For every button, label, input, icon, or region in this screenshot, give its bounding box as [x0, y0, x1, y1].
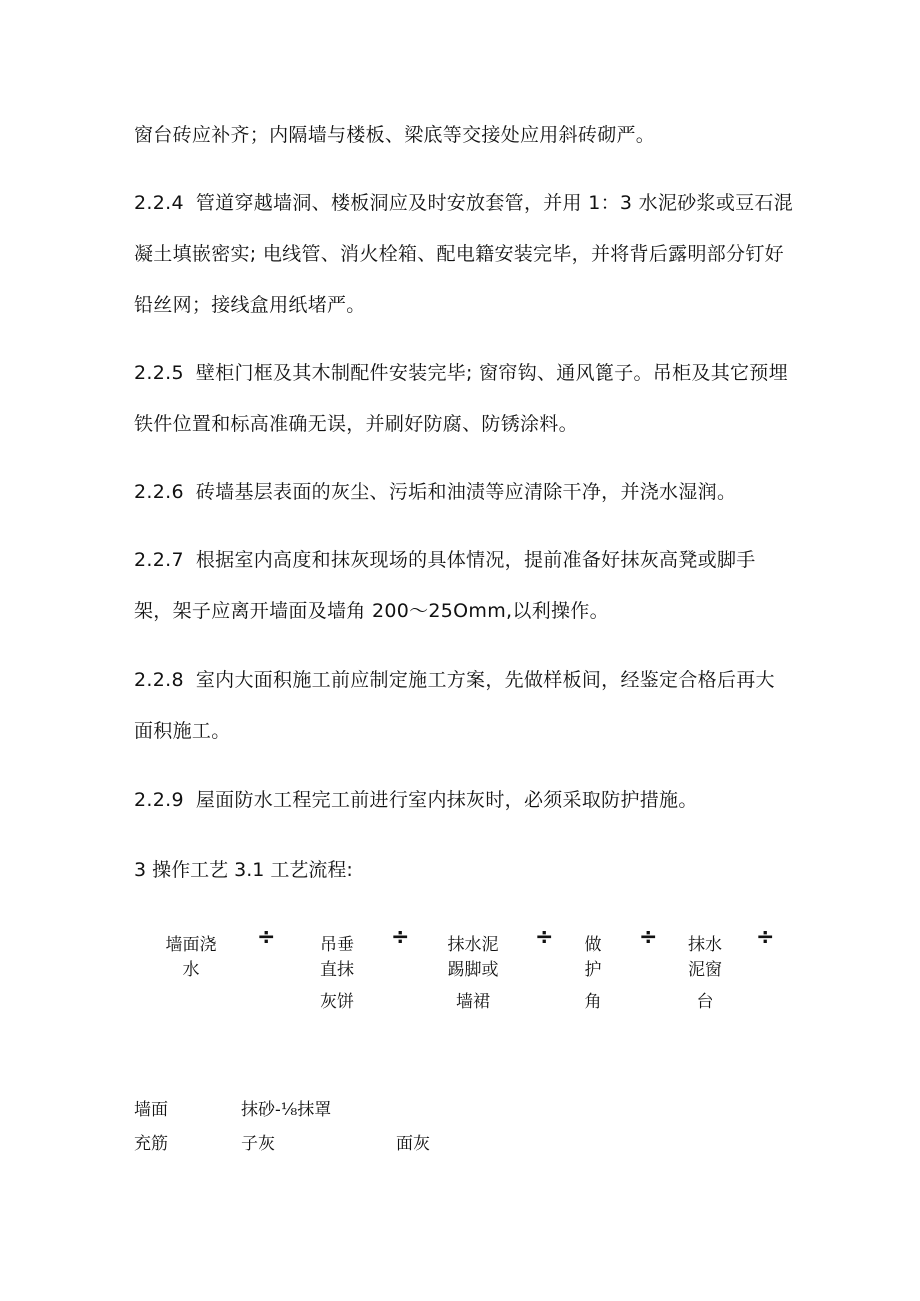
paragraph-2-2-4 [134, 178, 794, 331]
paragraph-2-2-7 [134, 535, 794, 637]
paragraph-2-2-6 [134, 467, 794, 518]
flow2-label: 抹砂-⅛抹罩 [241, 1100, 332, 1120]
flow-arrow: ÷ [756, 925, 775, 950]
paragraph-text: 窗台砖应补齐；内隔墙与楼板、梁底等交接处应用斜砖砌严。 [134, 124, 656, 146]
section-number: 2.2.9 [134, 789, 184, 811]
flow2-label: 墙面 [134, 1100, 168, 1120]
flow-step: 吊垂 直抹 灰饼 [320, 935, 354, 1012]
flow-step: 抹水泥 踢脚或 墙裙 [447, 935, 499, 1012]
section-number: 2.2.6 [134, 481, 184, 503]
flow-arrow: ÷ [391, 925, 410, 950]
flow2-label: 子灰 [241, 1134, 275, 1154]
paragraph-continued [134, 110, 794, 161]
flow2-label: 充筋 [134, 1134, 168, 1154]
flow-step: 墙面浇 水 [165, 935, 217, 980]
paragraph-text: 壁柜门框及其木制配件安装完毕; 窗帘钩、通风篦子。吊柜及其它预埋铁件位置和标高准确无误，并刷好防腐、防锈涂料。 [134, 362, 788, 435]
section-number: 2.2.7 [134, 549, 184, 571]
paragraph-text: 根据室内高度和抹灰现场的具体情况，提前准备好抹灰高凳或脚手架，架子应离开墙面及墙角 200～25Omm,以利操作。 [134, 549, 756, 622]
paragraph-text: 室内大面积施工前应制定施工方案，先做样板间，经鉴定合格后再大面积施工。 [134, 669, 775, 742]
flow-step: 做 护 角 [584, 935, 602, 1012]
flow-arrow: ÷ [257, 925, 276, 950]
paragraph-2-2-8 [134, 655, 794, 757]
process-flow [0, 925, 920, 1035]
flow2-label: 面灰 [396, 1134, 430, 1154]
paragraph-text: 砖墙基层表面的灰尘、污垢和油渍等应清除干净，并浇水湿润。 [195, 481, 737, 503]
paragraph-text: 管道穿越墙洞、楼板洞应及时安放套管，并用 1：3 水泥砂浆或豆石混凝土填嵌密实; 电线管、消火栓箱、配电籍安装完毕，并将背后露明部分钉好铅丝网；接线盒用纸堵严。 [134, 192, 794, 316]
flow-step: 抹水 泥窗 台 [688, 935, 722, 1012]
flow-arrow: ÷ [535, 925, 554, 950]
section-number: 2.2.8 [134, 669, 184, 691]
section-heading: 3 操作工艺 3.1 工艺流程: [134, 859, 353, 881]
section-number: 2.2.4 [134, 192, 184, 214]
paragraph-text: 屋面防水工程完工前进行室内抹灰时，必须采取防护措施。 [195, 789, 698, 811]
section-number: 2.2.5 [134, 362, 184, 384]
flow-arrow: ÷ [639, 925, 658, 950]
paragraph-2-2-9 [134, 775, 794, 826]
paragraph-2-2-5 [134, 348, 794, 450]
